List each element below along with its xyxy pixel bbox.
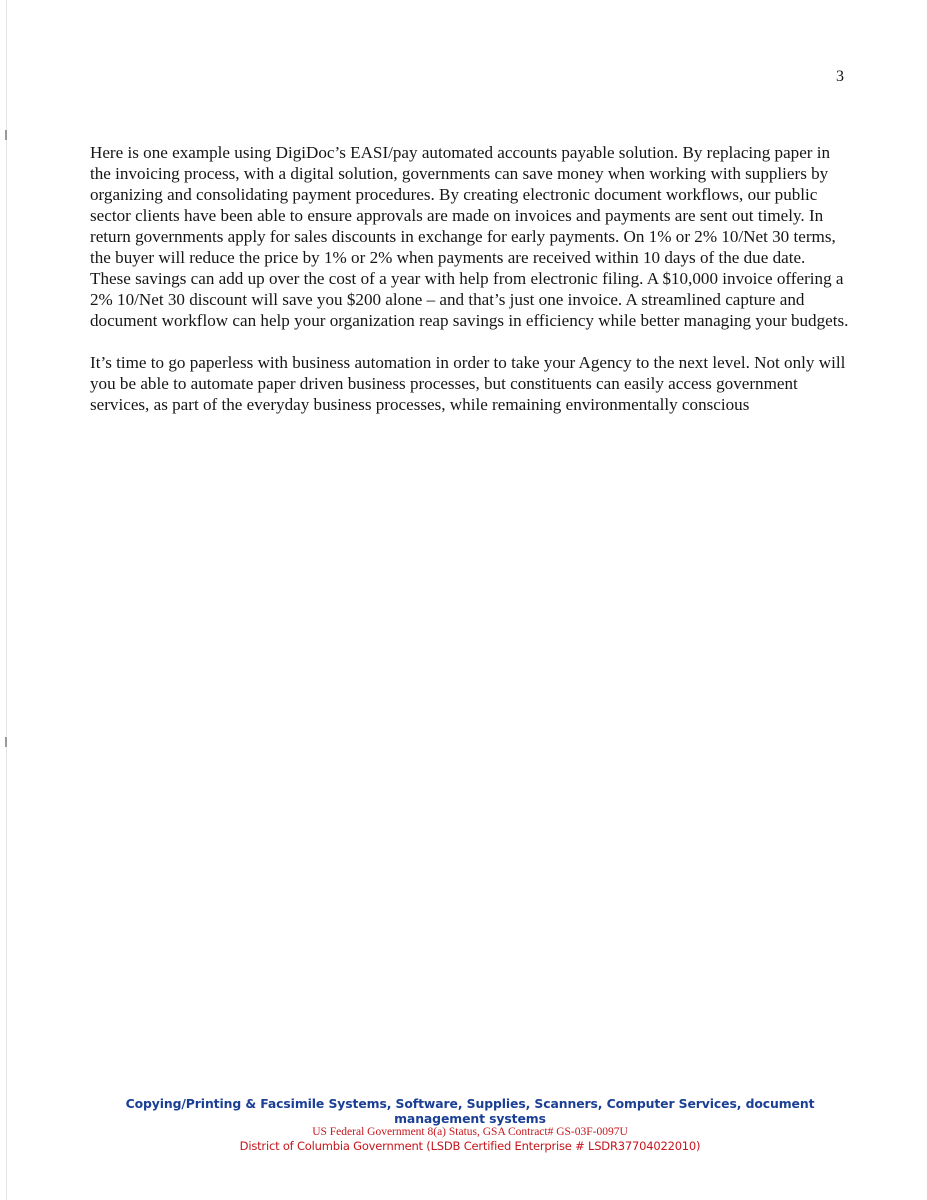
footer-federal-status: US Federal Government 8(a) Status, GSA Contract# GS-03F-0097U (312, 1126, 628, 1138)
footer-dc-status: District of Columbia Government (LSDB Certified Enterprise # LSDR37704022010) (239, 1139, 701, 1153)
scan-mark (5, 130, 7, 140)
scan-mark (5, 737, 7, 747)
footer (90, 1096, 850, 1153)
page-number: 3 (836, 68, 844, 85)
body-text (90, 142, 850, 436)
scan-edge-line (6, 0, 7, 1200)
paragraph: Here is one example using DigiDoc’s EASI/pay automated accounts payable solution. By replacing paper in the invoicing process, with a digital solution, governments can save money when working with suppliers by organizing and consolidating payment procedures. By creating electronic document workflows, our public sector clients have been able to ensure approvals are made on invoices and payments are sent out timely. In return governments apply for sales discounts in exchange for early payments. On 1% or 2% 10/Net 30 terms, the buyer will reduce the price by 1% or 2% when payments are received within 10 days of the due date. These savings can add up over the cost of a year with help from electronic filing. A $10,000 invoice offering a 2% 10/Net 30 discount will save you $200 alone – and that’s just one invoice. A streamlined capture and document workflow can help your organization reap savings in efficiency while better managing your budgets. (90, 143, 849, 330)
paragraph: It’s time to go paperless with business automation in order to take your Agency to the next level. Not only will you be able to automate paper driven business processes, but constituents can easily access government services, as part of the everyday business processes, while remaining environmentally conscious (90, 353, 846, 414)
footer-services: Copying/Printing & Facsimile Systems, Software, Supplies, Scanners, Computer Services, document management systems (125, 1096, 815, 1126)
